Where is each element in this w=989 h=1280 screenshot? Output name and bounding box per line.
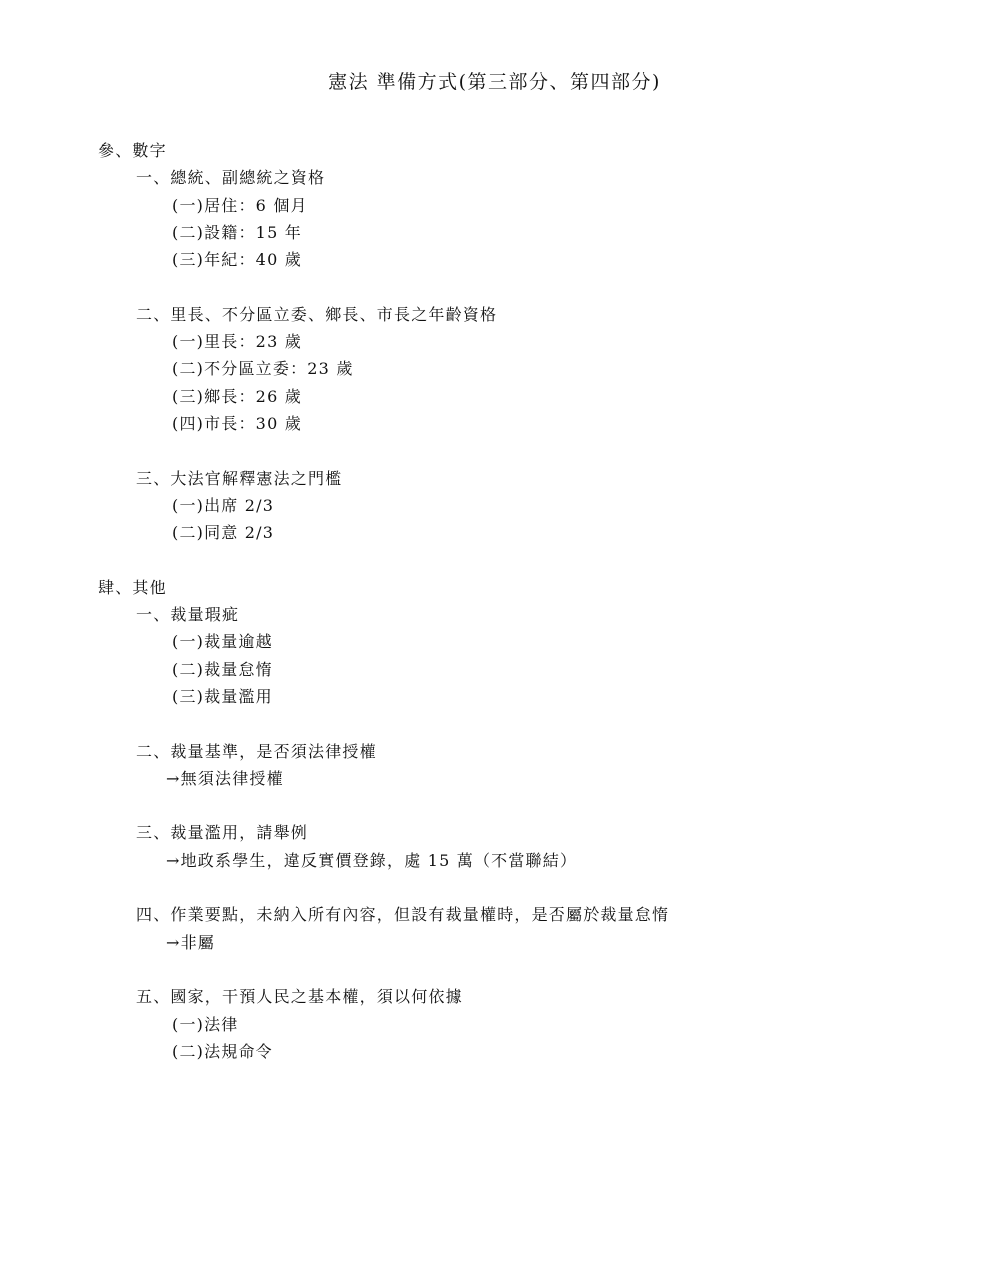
- answer-line: →無須法律授權: [166, 768, 284, 788]
- answer-line: →地政系學生，違反實價登錄，處 15 萬（不當聯結）: [166, 850, 578, 870]
- subheading-legal-basis: 五、國家，干預人民之基本權，須以何依據: [136, 987, 463, 1007]
- list-item: (一)里長：23 歲: [172, 332, 302, 352]
- list-item: (三)鄉長：26 歲: [172, 386, 302, 406]
- subheading-discretion-abuse-example: 三、裁量濫用，請舉例: [136, 823, 309, 843]
- list-item: (二)設籍：15 年: [172, 222, 302, 242]
- list-item: (二)裁量怠惰: [172, 659, 273, 679]
- subheading-president-qualification: 一、總統、副總統之資格: [136, 168, 326, 188]
- list-item: (一)法律: [172, 1014, 239, 1034]
- list-item: (三)年紀：40 歲: [172, 250, 302, 270]
- spacer: [98, 956, 938, 983]
- list-item: (一)裁量逾越: [172, 632, 273, 652]
- list-item: (四)市長：30 歲: [172, 413, 302, 433]
- spacer: [98, 792, 938, 819]
- list-item: (三)裁量濫用: [172, 686, 273, 706]
- spacer: [98, 710, 938, 737]
- answer-line: →非屬: [166, 932, 216, 952]
- subheading-discretion-defects: 一、裁量瑕疵: [136, 605, 240, 625]
- list-item: (一)出席 2/3: [172, 495, 275, 515]
- spacer: [98, 273, 938, 300]
- section-heading-others: 肆、其他: [98, 577, 167, 597]
- subheading-age-qualification: 二、里長、不分區立委、鄉長、市長之年齡資格: [136, 304, 498, 324]
- list-item: (二)不分區立委：23 歲: [172, 359, 354, 379]
- list-item: (二)法規命令: [172, 1041, 273, 1061]
- spacer: [98, 437, 938, 464]
- spacer: [98, 874, 938, 901]
- subheading-interpretation-threshold: 三、大法官解釋憲法之門檻: [136, 468, 343, 488]
- document-body: [98, 137, 938, 1065]
- section-heading-numbers: 參、數字: [98, 141, 167, 160]
- spacer: [98, 546, 938, 573]
- subheading-operation-guidelines: 四、作業要點，未納入所有內容，但設有裁量權時，是否屬於裁量怠惰: [136, 905, 670, 925]
- document-title: 憲法 準備方式(第三部分、第四部分): [328, 71, 661, 93]
- list-item: (二)同意 2/3: [172, 523, 275, 543]
- subheading-discretion-standard: 二、裁量基準，是否須法律授權: [136, 741, 377, 761]
- list-item: (一)居住：6 個月: [172, 195, 308, 215]
